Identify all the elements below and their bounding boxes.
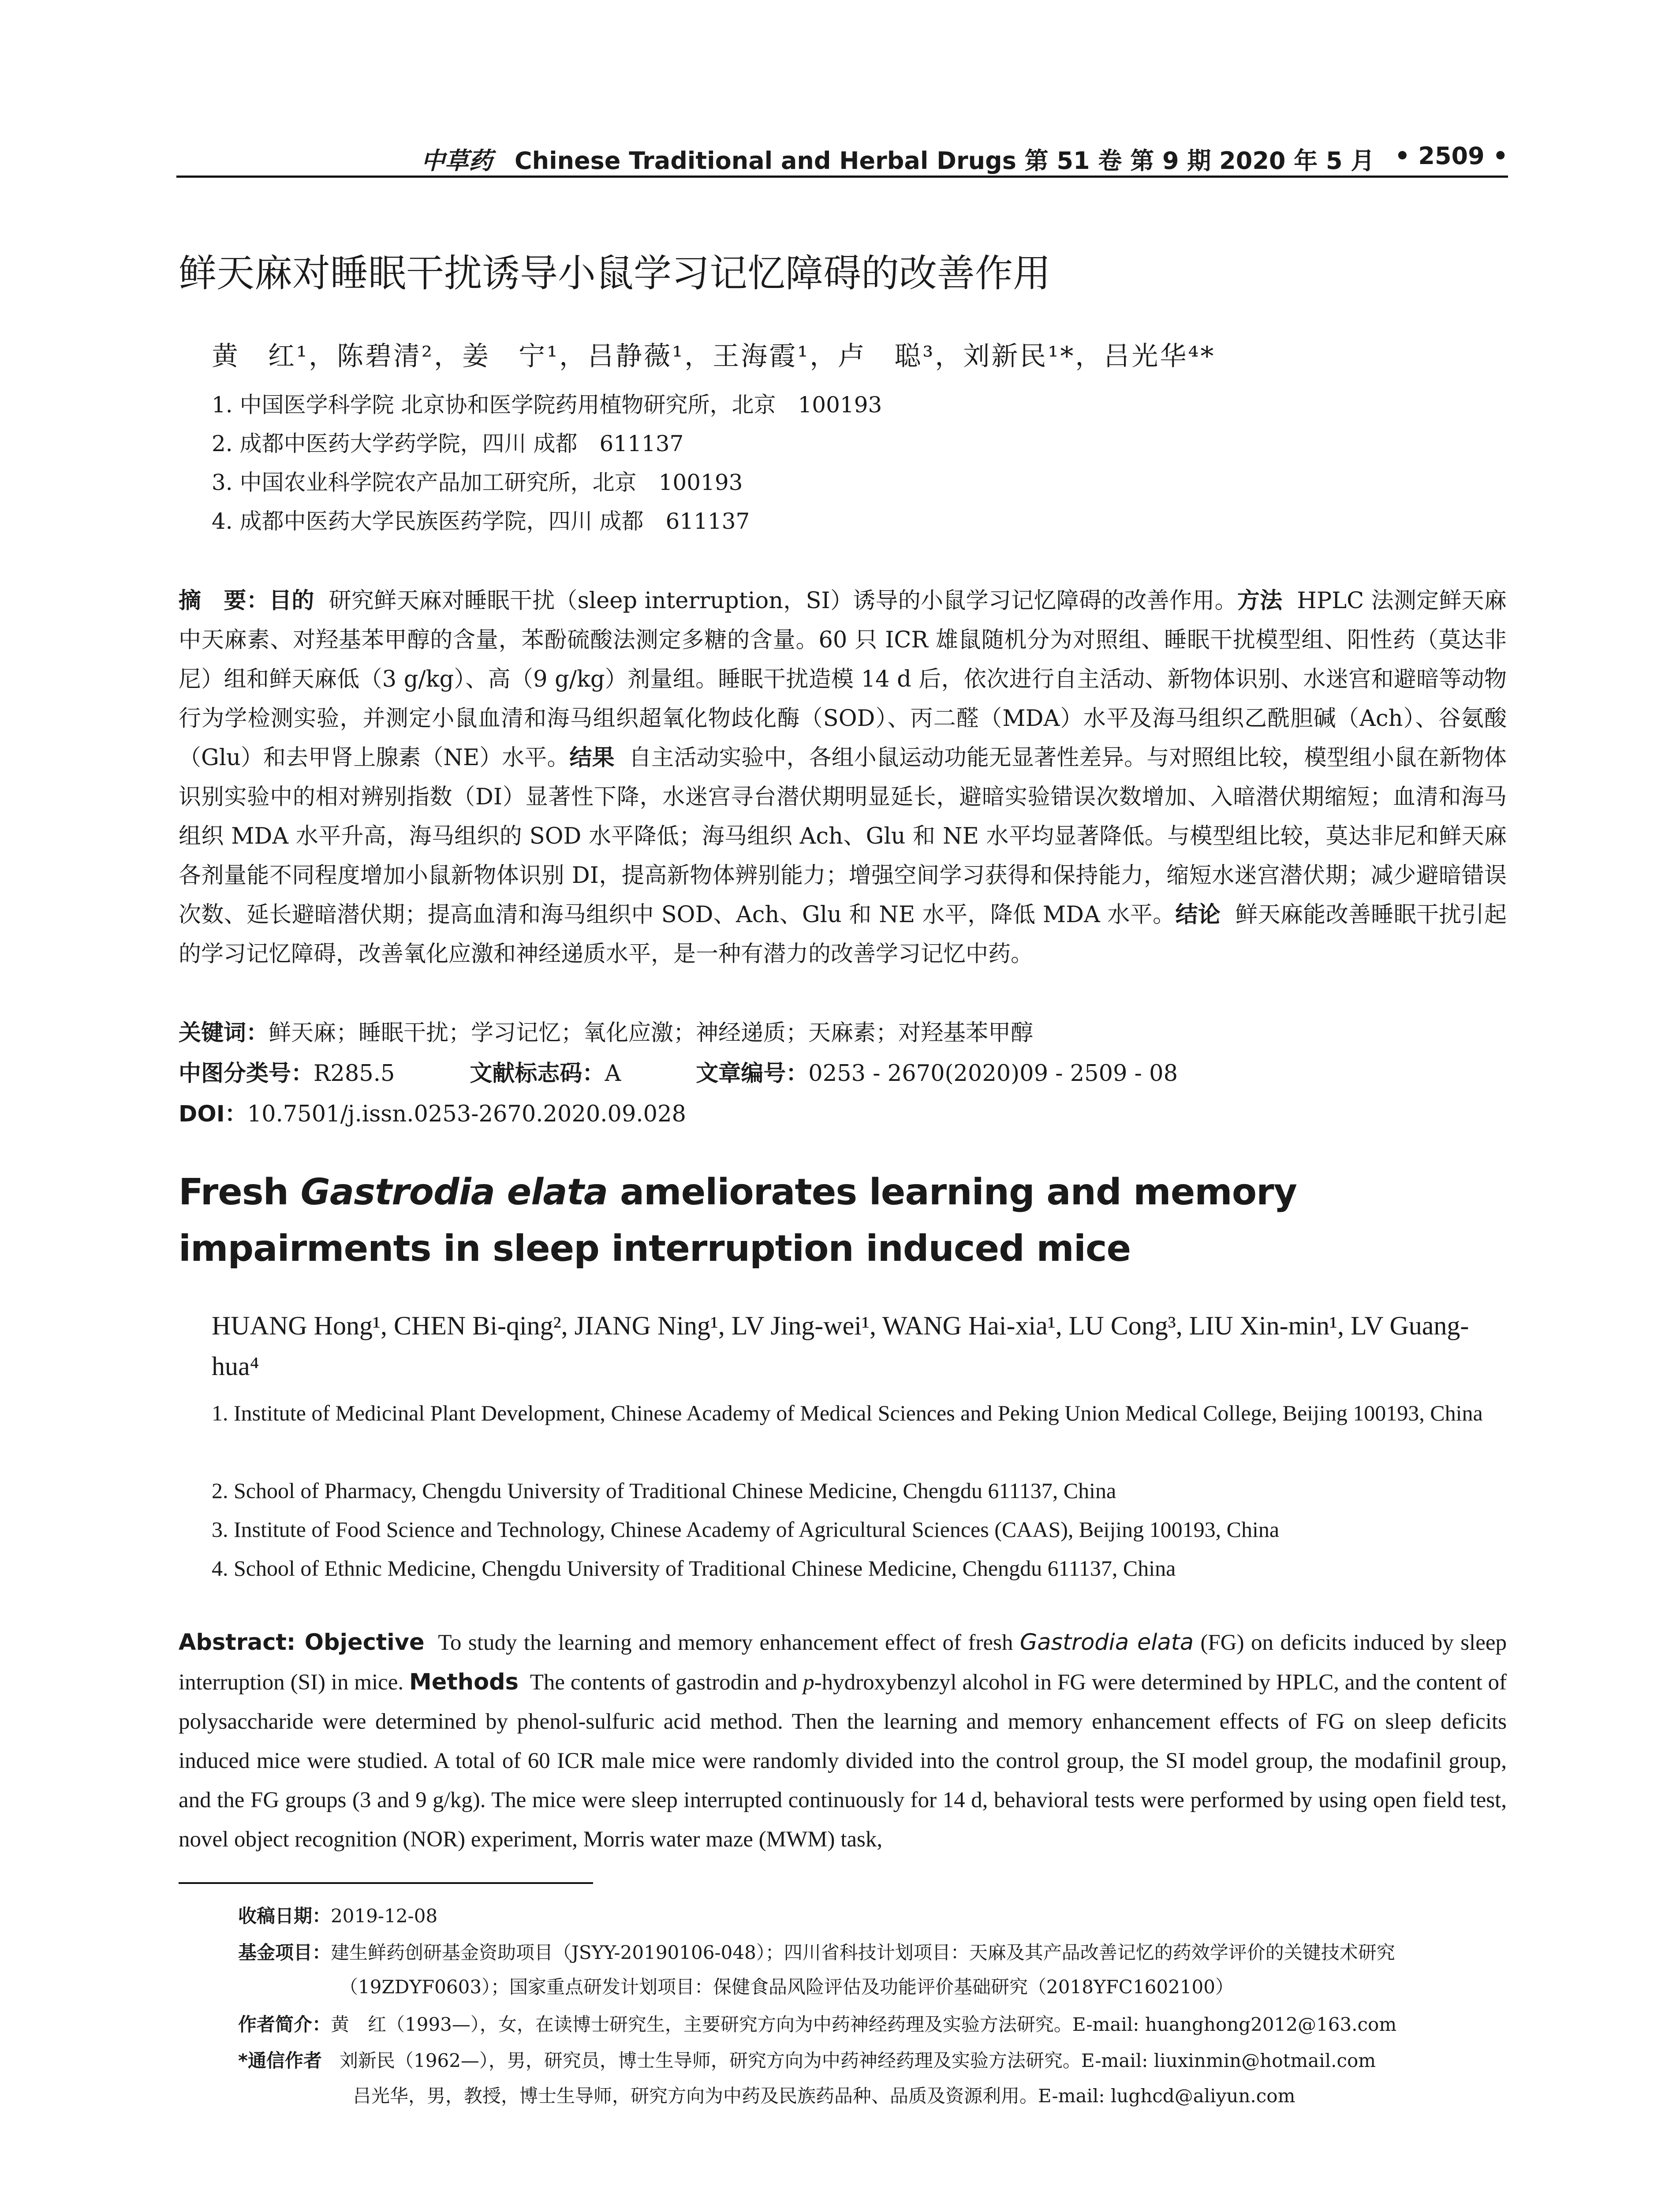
english-objective-b: (FG) on deficits induced by sleep interruption (SI) in mice. [179, 1630, 1507, 1695]
english-methods-a: The contents of gastrodin and [530, 1670, 803, 1695]
footnote-fund [238, 1938, 1395, 1965]
english-methods-label: Methods [409, 1669, 519, 1695]
journal-info [421, 142, 1374, 176]
chinese-affiliation-1: 1. 中国医学科学院 北京协和医学院药用植物研究所，北京 100193 [212, 392, 882, 418]
chinese-title: 鲜天麻对睡眠干扰诱导小鼠学习记忆障碍的改善作用 [179, 251, 1051, 295]
corresponding-line-2: 吕光华，男，教授，博士生导师，研究方向为中药及民族药品种、品质及资源利用。E-mail: lughcd@aliyun.com [353, 2085, 1295, 2107]
clc-number: R285.5 [314, 1061, 395, 1087]
chinese-authors: 黄 红¹，陈碧清²，姜 宁¹，吕静薇¹，王海霞¹，卢 聪³，刘新民¹*，吕光华⁴* [212, 341, 1216, 372]
received-date: 2019-12-08 [331, 1905, 438, 1927]
footnote-author [238, 2010, 1396, 2037]
results-text: 自主活动实验中，各组小鼠运动功能无显著性差异。与对照组比较，模型组小鼠在新物体识别实验中的相对辨别指数（DI）显著性下降，水迷宫寻台潜伏期明显延长，避暗实验错误次数增加、入暗潜伏期缩短；血清和海马组织 MDA 水平升高，海马组织的 SOD 水平降低；海马组织 Ach、Glu 和 NE 水平均显著降低。与模型组比较，莫达非尼和鲜天麻各剂量能不同程度增加小鼠新物体识别 DI，提高新物体辨别能力；增强空间学习获得和保持能力，缩短水迷宫潜伏期；减少避暗错误次数、延长避暗潜伏期；提高血清和海马组织中 SOD、Ach、Glu 和 NE 水平，降低 MDA 水平。 [179, 745, 1507, 928]
english-methods-italic: p [803, 1670, 814, 1695]
author-label: 作者简介： [238, 2014, 331, 2035]
footnote-corresponding [238, 2046, 1376, 2073]
doi-line [179, 1095, 686, 1128]
keywords-label: 关键词： [179, 1020, 269, 1046]
journal-citation: Chinese Traditional and Herbal Drugs 第 51 卷 第 9 期 2020 年 5 月 [515, 147, 1375, 175]
keywords: 鲜天麻；睡眠干扰；学习记忆；氧化应激；神经递质；天麻素；对羟基苯甲醇 [269, 1020, 1034, 1046]
results-label: 结果 [569, 745, 615, 771]
doc-code: A [605, 1061, 621, 1087]
english-methods-b: -hydroxybenzyl alcohol in FG were determined by HPLC, and the content of polysaccharide were determined by phenol-sulfuric acid method. Then the learning and memory enhancement effects of FG on sleep deficits induced mice were studied. A total of 60 ICR male mice were randomly divided into the control group, the SI model group, the modafinil group, and the FG groups (3 and 9 g/kg). The mice were sleep interrupted continuously for 14 d, behavioral tests were performed by using open field test, novel object recognition (NOR) experiment, Morris water maze (MWM) task, [179, 1670, 1507, 1852]
conclusion-label: 结论 [1175, 902, 1221, 928]
author-bio: 黄 红（1993—），女，在读博士研究生，主要研究方向为中药神经药理及实验方法研究。E-mail: huanghong2012@163.com [331, 2014, 1397, 2035]
keywords-line [179, 1014, 1033, 1047]
chinese-abstract [179, 581, 1507, 974]
english-affiliation-1: 1. Institute of Medicinal Plant Development, Chinese Academy of Medical Sciences and Peking Union Medical College, Beijing 100193, China [212, 1401, 1483, 1425]
english-title-italic: Gastrodia elata [300, 1171, 608, 1213]
article-number-label: 文章编号： [696, 1061, 809, 1087]
corresponding-label: *通信作者 [238, 2050, 322, 2071]
doi: 10.7501/j.issn.0253-2670.2020.09.028 [247, 1101, 686, 1127]
english-affiliation-4: 4. School of Ethnic Medicine, Chengdu University of Traditional Chinese Medicine, Chengdu 611137, China [212, 1556, 1176, 1581]
english-title [179, 1164, 1506, 1277]
fund-line-1: 建生鲜药创研基金资助项目（JSYY-20190106-048）；四川省科技计划项目：天麻及其产品改善记忆的药效学评价的关键技术研究 [331, 1942, 1395, 1963]
methods-text: HPLC 法测定鲜天麻中天麻素、对羟基苯甲醇的含量，苯酚硫酸法测定多糖的含量。60 只 ICR 雄鼠随机分为对照组、睡眠干扰模型组、阳性药（莫达非尼）组和鲜天麻低（3 g/kg）、高（9 g/kg）剂量组。睡眠干扰造模 14 d 后，依次进行自主活动、新物体识别、水迷宫和避暗等动物行为学检测实验，并测定小鼠血清和海马组织超氧化物歧化酶（SOD）、丙二醛（MDA）水平及海马组织乙酰胆碱（Ach）、谷氨酸（Glu）和去甲肾上腺素（NE）水平。 [179, 588, 1507, 771]
journal-logo: 中草药 [421, 148, 493, 174]
objective-label: 目的 [269, 588, 314, 614]
english-abstract-label: Abstract: Objective [179, 1629, 425, 1656]
chinese-affiliation-4: 4. 成都中医药大学民族医药学院，四川 成都 611137 [212, 508, 750, 534]
chinese-affiliation-2: 2. 成都中医药大学药学院，四川 成都 611137 [212, 431, 684, 456]
english-objective-a: To study the learning and memory enhancement effect of fresh [438, 1630, 1020, 1655]
english-affiliation-2: 2. School of Pharmacy, Chengdu University of Traditional Chinese Medicine, Chengdu 611137, China [212, 1478, 1116, 1503]
chinese-affiliation-3: 3. 中国农业科学院农产品加工研究所，北京 100193 [212, 470, 743, 495]
classification-line [179, 1055, 1178, 1088]
fund-line-2: （19ZDYF0603）；国家重点研发计划项目：保健食品风险评估及功能评价基础研究（2018YFC1602100） [340, 1976, 1234, 1998]
english-objective-italic: Gastrodia elata [1019, 1629, 1194, 1656]
clc-label: 中图分类号： [179, 1061, 314, 1087]
english-authors: HUANG Hong¹, CHEN Bi-qing², JIANG Ning¹, LV Jing-wei¹, WANG Hai-xia¹, LU Cong³, LIU Xin-min¹, LV Guang-hua⁴ [212, 1311, 1469, 1381]
running-header [176, 140, 1508, 176]
methods-label: 方法 [1237, 588, 1283, 614]
article-number: 0253 - 2670(2020)09 - 2509 - 08 [808, 1061, 1178, 1087]
english-title-post: ameliorates learning and memory impairments in sleep interruption induced mice [179, 1171, 1297, 1270]
english-abstract [179, 1623, 1507, 1859]
received-label: 收稿日期： [238, 1905, 331, 1927]
corresponding-line-1: 刘新民（1962—），男，研究员，博士生导师，研究方向为中药神经药理及实验方法研究。E-mail: liuxinmin@hotmail.com [340, 2050, 1376, 2071]
abstract-label: 摘 要： [179, 588, 269, 614]
conclusion-text: 鲜天麻能改善睡眠干扰引起的学习记忆障碍，改善氧化应激和神经递质水平，是一种有潜力的改善学习记忆中药。 [179, 902, 1507, 967]
page-number: • 2509 • [1395, 142, 1508, 170]
english-title-pre: Fresh [179, 1171, 301, 1213]
objective-text: 研究鲜天麻对睡眠干扰（sleep interruption，SI）诱导的小鼠学习记忆障碍的改善作用。 [329, 588, 1237, 614]
english-affiliation-3: 3. Institute of Food Science and Technology, Chinese Academy of Agricultural Sciences (CAAS), Beijing 100193, China [212, 1517, 1280, 1542]
footnote-rule [179, 1882, 593, 1884]
footnote-received [238, 1902, 437, 1928]
header-rule [176, 176, 1508, 178]
fund-label: 基金项目： [238, 1942, 331, 1963]
doi-label: DOI： [179, 1101, 247, 1127]
doc-code-label: 文献标志码： [470, 1061, 605, 1087]
